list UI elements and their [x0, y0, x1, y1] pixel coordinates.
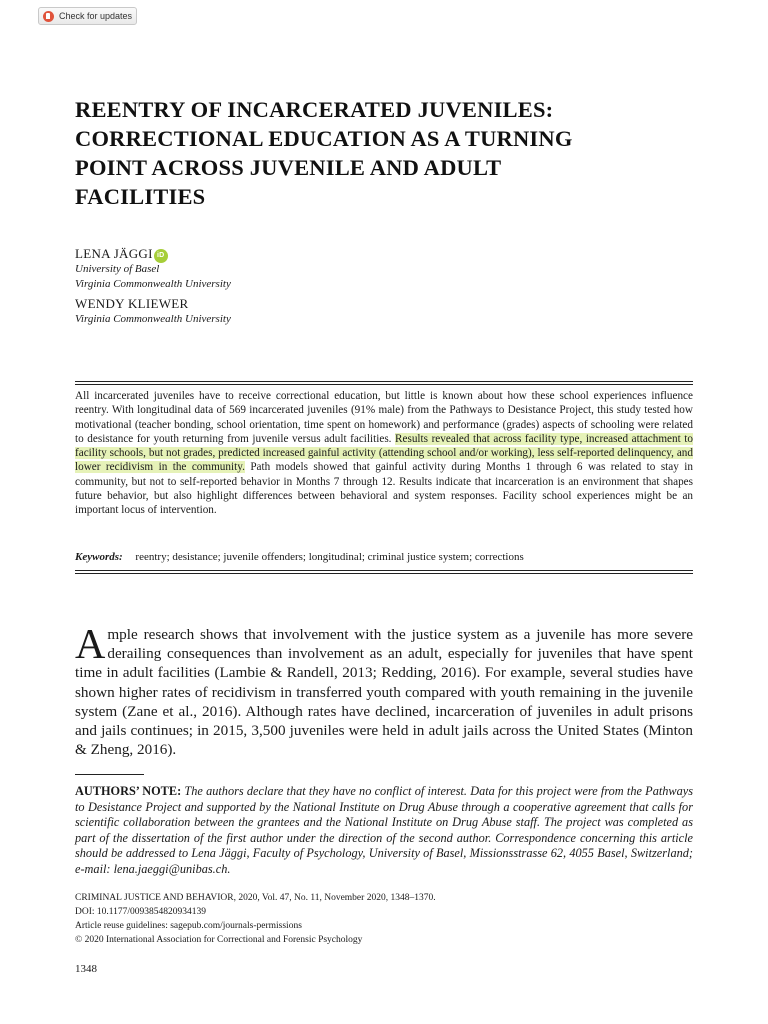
author-name [75, 246, 168, 263]
body-text: mple research shows that involvement with the justice system as a juvenile has more severe derailing consequences than involvement as an adult, especially for juveniles that have spent time in adult facilities (Lambie & Randell, 2013; Redding, 2016). For example, several studies have shown higher rates of recidivism in transferred youth compared with youth remaining in the juvenile system (Zane et al., 2016). Although rates have declined, incarceration of juveniles in adult prisons and jails continues; in 2015, 3,500 juveniles were held in adult jails across the United States (Minton & Zheng, 2016). [75, 626, 693, 759]
title-line: REENTRY OF INCARCERATED JUVENILES: [75, 97, 554, 122]
copyright: © 2020 International Association for Correctional and Forensic Psychology [75, 935, 363, 945]
abstract-top-rule [75, 381, 693, 382]
check-for-updates-label: Check for updates [59, 11, 133, 21]
author-affiliation: University of Basel [75, 263, 160, 275]
authors-note-text: The authors declare that they have no conflict of interest. Data for this project were from the Pathways to Desistance Project and supported by the National Institute on Drug Abuse through a cooperative agreement that calls for scientific collaboration between the grantees and the National Institute on Drug Abuse staff. The project was completed as part of the dissertation of the first author under the direction of the second author. Correspondence concerning this article should be addressed to Lena Jäggi, Faculty of Psychology, University of Basel, Missionsstrasse 62, 4055 Basel, Switzerland; e-mail: lena.jaeggi@unibas.ch. [75, 784, 693, 876]
doi: DOI: 10.1177/0093854820934139 [75, 907, 207, 917]
journal-citation: CRIMINAL JUSTICE AND BEHAVIOR, 2020, Vol. 47, No. 11, November 2020, 1348–1370. [75, 893, 436, 903]
title-line: POINT ACROSS JUVENILE AND ADULT [75, 155, 502, 180]
check-for-updates-button[interactable] [38, 7, 137, 25]
keywords-text: reentry; desistance; juvenile offenders; longitudinal; criminal justice system; corrections [135, 551, 524, 563]
abstract [75, 389, 693, 518]
author-name: WENDY KLIEWER [75, 296, 189, 311]
page-number: 1348 [75, 963, 97, 975]
authors-note [75, 784, 693, 877]
drop-cap: A [75, 622, 106, 668]
author-affiliation: Virginia Commonwealth University [75, 278, 231, 290]
article-title [75, 95, 695, 211]
body-paragraph [75, 622, 693, 759]
abstract-bottom-rule [75, 573, 693, 574]
footnote-rule [75, 774, 144, 775]
bookmark-icon [43, 11, 54, 22]
abstract-highlight: Results revealed that across facility type, increased attachment to facility schools, but not grades, predicted increased gainful activity (attending school and/or working), less self-reported delinquency, and lower recidivism in the community. [75, 432, 693, 474]
keywords-label: Keywords: [75, 551, 123, 563]
title-line: FACILITIES [75, 184, 206, 209]
orcid-icon[interactable]: iD [154, 249, 168, 263]
abstract-text: All incarcerated juveniles have to receive correctional education, but little is known about how these school experiences influence reentry. With longitudinal data of 569 incarcerated juveniles (91% male) from the Pathways to Desistance Project, this study tested how motivational (teacher bonding, school orientation, time spent on homework) and performance (grades) aspects of schooling were related to desistance for youth returning from juvenile versus adult facilities. [75, 390, 693, 445]
title-line: CORRECTIONAL EDUCATION AS A TURNING [75, 126, 573, 151]
abstract-top-rule [75, 384, 693, 385]
keywords [75, 551, 693, 563]
author-affiliation: Virginia Commonwealth University [75, 313, 231, 325]
authors-note-label: AUTHORS’ NOTE: [75, 784, 182, 798]
abstract-text: Path models showed that gainful activity during Months 1 through 6 was related to stay in community, but not to self-reported behavior in Months 7 through 12. Results indicate that incarceration is an environment that shapes future behavior, but also highlight differences between behavioral and system responses. Facility school experiences might be an important locus of intervention. [75, 461, 693, 517]
reuse-guidelines: Article reuse guidelines: sagepub.com/journals-permissions [75, 921, 302, 931]
abstract-bottom-rule [75, 570, 693, 571]
author-name-text: LENA JÄGGI [75, 246, 153, 261]
